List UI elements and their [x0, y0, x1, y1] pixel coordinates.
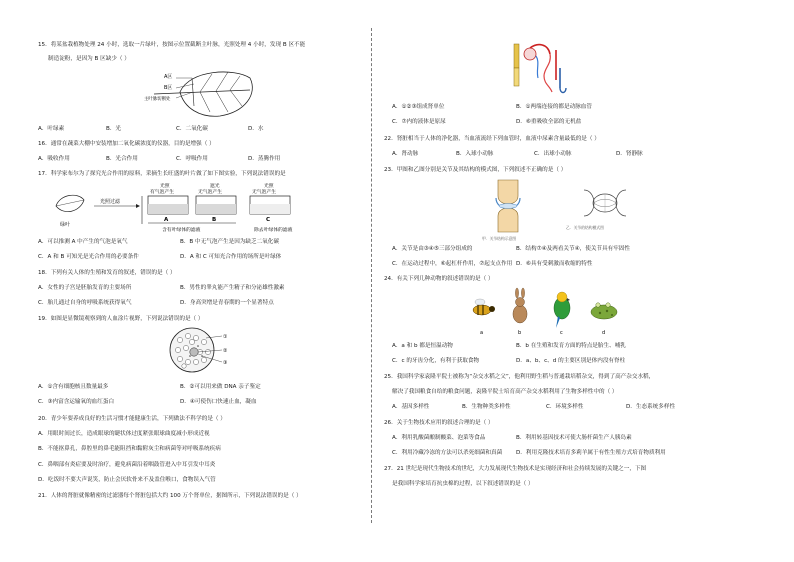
q15-option-a[interactable]: A．叶绿素: [38, 126, 65, 132]
q18-option-b[interactable]: B．男性的睾丸能产生精子和分泌雄性激素: [180, 285, 285, 291]
leaf-label-b: B区: [164, 85, 173, 91]
animal-label-a: a: [480, 330, 484, 336]
smear-label-1: ①: [223, 334, 228, 340]
q20-option-c[interactable]: C．鼻咽部有炎症要及时治疗，避免病菌沿着咽鼓管进入中耳引发中耳炎: [38, 462, 216, 468]
column-divider: [371, 28, 372, 523]
nephron-diagram: [508, 40, 572, 96]
rabbit-icon: [513, 288, 527, 323]
q22-option-a[interactable]: A．肾动脉: [392, 151, 419, 157]
tube-c-letter: C: [266, 217, 271, 223]
smear-label-2: ②: [223, 348, 228, 354]
a-top-label: 光照: [160, 184, 170, 189]
joint-structure-diagram-yi: [580, 184, 630, 222]
q17-stem: 17．科学家布尔为了探究光合作用的原料，采摘生长旺盛的叶片做了如下图实验，下列说法错误的是: [38, 171, 286, 177]
q26-option-d[interactable]: D．利用克隆技术培育多莉羊属于有性生殖方式培育物质利用: [516, 450, 666, 456]
q19-option-d[interactable]: D．④可使伤口快速止血，凝血: [180, 399, 257, 405]
q26-option-c[interactable]: C．利用冷藏冷冻的方法可以杀死细菌和真菌: [392, 450, 503, 456]
q18-option-d[interactable]: D．身高突增是青春期的一个显著特点: [180, 300, 274, 306]
q24-stem: 24．有关下列几种动物的叙述错误的是（ ）: [384, 276, 494, 282]
process-caption: 光照过滤: [100, 199, 121, 205]
q27-line2: 是我国科学家培育抗虫棉的过程，以下叙述错误的是（ ）: [392, 481, 534, 487]
a-top2-label: 有气泡产生: [150, 190, 174, 195]
q22-option-b[interactable]: B．入球小动脉: [456, 151, 494, 157]
q25-line2: 解决了我国粮食自给的粮食问题，袁隆平院士培育高产杂交水稻利用了生物多样性中的（ ）: [392, 389, 618, 395]
q16-option-d[interactable]: D．蒸腾作用: [248, 156, 281, 162]
q25-option-b[interactable]: B．生物种类多样性: [462, 404, 511, 410]
q16-option-b[interactable]: B．光合作用: [106, 156, 138, 162]
q20-stem: 20．青少年要养成良好的生活习惯才能健康生活，下列做法不科学的是（ ）: [38, 416, 226, 422]
q16-stem: 16．通常在蔬菜大棚中安装增加二氧化碳浓度的仪器，目的是增强（ ）: [38, 141, 215, 147]
q25-option-a[interactable]: A．基因多样性: [392, 404, 430, 410]
q16-option-a[interactable]: A．吸收作用: [38, 156, 70, 162]
leaf-label-a: A区: [164, 74, 173, 80]
a-bottom-label: 含有叶绿体的滤液: [162, 228, 201, 233]
photosynthesis-experiment-diagram: [50, 182, 335, 236]
q23-option-d[interactable]: D．⑥具有受刺激而收缩的特性: [516, 261, 593, 267]
q25-option-d[interactable]: D．生态系统多样性: [626, 404, 676, 410]
q21-stem: 21．人体的肾脏就像精密的过滤器每个肾脏包括大约 100 万个肾单位，据图所示，下列说法错误的是（ ）: [38, 493, 302, 499]
q23-option-b[interactable]: B．结构⑦④及两看关节④，使关节具有牢固性: [516, 246, 630, 252]
c-bottom-label: 除去叶绿体的滤液: [254, 228, 293, 233]
q15-option-d[interactable]: D．水: [248, 126, 264, 132]
q19-option-a[interactable]: A．①含有细胞核且数量最多: [38, 384, 109, 390]
frog-icon: [591, 303, 617, 319]
q26-stem: 26．关于生物技术应用的叙述合理的是（ ）: [384, 420, 494, 426]
smear-label-3: ③: [223, 360, 228, 366]
q25-option-c[interactable]: C．环境多样性: [546, 404, 584, 410]
q15-option-b[interactable]: B．光: [106, 126, 122, 132]
animals-diagram: [466, 288, 626, 336]
q15-line1: 15．将某盆栽植物处理 24 小时，选取一片绿叶，按图示位置截断主叶脉，光照处理 4 小时，发现 B 区不能: [38, 42, 306, 48]
b-top-label: 遮光: [210, 184, 220, 189]
q25-line1: 25．我国科学家袁隆平院士被称为“杂交水稻之父”，他利用野生稻与普通栽培稻杂交，得到了高产杂交水稻，: [384, 374, 655, 380]
q19-option-c[interactable]: C．③内富含运输氧的血红蛋白: [38, 399, 115, 405]
q17-option-a[interactable]: A．可以推测 A 中产生的气泡是氧气: [38, 239, 128, 245]
q18-stem: 18．下列有关人体的生殖和发育的叙述，错误的是（ ）: [38, 270, 176, 276]
q22-option-c[interactable]: C．出球小动脉: [534, 151, 572, 157]
q21-option-b[interactable]: B．①两端连接的都是动脉血管: [516, 104, 592, 110]
q22-stem: 22．肾脏相当于人体的净化器，当血液流经下列血管时，血液中尿素含量最低的是（ ）: [384, 136, 600, 142]
b-top2-label: 无气泡产生: [198, 190, 222, 195]
q21-option-c[interactable]: C．⑦内的液体是原尿: [392, 119, 446, 125]
animal-label-c: c: [560, 330, 563, 336]
leaf-caption: 绿叶: [60, 222, 71, 228]
bee-icon: [473, 299, 495, 315]
joint-caption-jia: 甲．关节结构示意图: [482, 236, 517, 241]
c-top-label: 光照: [264, 184, 274, 189]
q15-option-c[interactable]: C．二氧化碳: [176, 126, 208, 132]
q18-option-c[interactable]: C．胎儿通过自身的呼吸系统获得氧气: [38, 300, 132, 306]
q20-option-b[interactable]: B．不能抠鼻孔，鼻腔里的鼻毛能阻挡和黏附灰尘和病菌等对呼吸系统疾病: [38, 446, 221, 452]
q24-option-b[interactable]: B．b 在生殖和发育方面的特点是胎生、哺乳: [516, 343, 626, 349]
blood-smear-diagram: [166, 326, 236, 374]
q23-option-a[interactable]: A．关节是由③④⑤三部分组成的: [392, 246, 473, 252]
q22-option-d[interactable]: D．肾静脉: [616, 151, 643, 157]
q17-option-b[interactable]: B．B 中无气泡产生是因为缺乏二氧化碳: [180, 239, 279, 245]
q19-stem: 19．如图是显微镜观察到的人血涂片视野，下列说法错误的是（ ）: [38, 316, 204, 322]
q23-option-c[interactable]: C．在运动过程中，⑥起杠杆作用，⑦起支点作用: [392, 261, 513, 267]
q19-option-b[interactable]: B．②可以用来做 DNA 亲子鉴定: [180, 384, 261, 390]
parrot-icon: [554, 292, 570, 328]
leaf-diagram: [144, 64, 260, 120]
q20-option-a[interactable]: A．用眼时间过长，造成眼球的睫状体过度紧张眼球曲度减小形成近视: [38, 431, 210, 437]
q18-option-a[interactable]: A．女性的子宫是胚胎发育的主要场所: [38, 285, 132, 291]
joint-structure-diagram-jia: [490, 178, 526, 236]
q24-option-a[interactable]: A．a 和 b 都是恒温动物: [392, 343, 453, 349]
q15-line2: 制造淀粉，是因为 B 区缺少（ ）: [48, 56, 130, 62]
animal-label-b: b: [518, 330, 522, 336]
leaf-label-cut: 主叶脉切断处: [144, 97, 171, 102]
tube-a-letter: A: [164, 217, 169, 223]
tube-b-letter: B: [212, 217, 217, 223]
q26-option-b[interactable]: B．利用转基因技术可使大肠杆菌生产人胰岛素: [516, 435, 632, 441]
q24-option-c[interactable]: C．c 的牙齿分化，有利于获取食物: [392, 358, 480, 364]
animal-label-d: d: [602, 330, 606, 336]
q21-option-d[interactable]: D．⑥重吸收全部的无机盐: [516, 119, 582, 125]
c-top2-label: 无气泡产生: [252, 190, 276, 195]
q20-option-d[interactable]: D．吃饭时不要大声说笑，防止会厌软骨来不及盖住喉口，食物误入气管: [38, 477, 216, 483]
q17-option-d[interactable]: D．A 和 C 可知光合作用的场所是叶绿体: [180, 254, 282, 260]
joint-caption-yi: 乙．关节的结构模式图: [566, 225, 604, 230]
q16-option-c[interactable]: C．呼吸作用: [176, 156, 208, 162]
q24-option-d[interactable]: D．a、b、c、d 的主要区别是体内没有脊柱: [516, 358, 626, 364]
q21-option-a[interactable]: A．①②③组成肾单位: [392, 104, 445, 110]
q23-stem: 23．甲图和乙图分别是关节及其结构的模式图，下列叙述不正确的是（ ）: [384, 167, 567, 173]
q17-option-c[interactable]: C．A 和 B 可知光是光合作用的必要条件: [38, 254, 139, 260]
q26-option-a[interactable]: A．利用乳酸菌酿制酸菜、泡菜等食品: [392, 435, 486, 441]
q27-line1: 27．21 世纪是现代生物技术的世纪，大力发展现代生物技术是实现经济和社会持续发展的关键之一，下图: [384, 466, 647, 472]
